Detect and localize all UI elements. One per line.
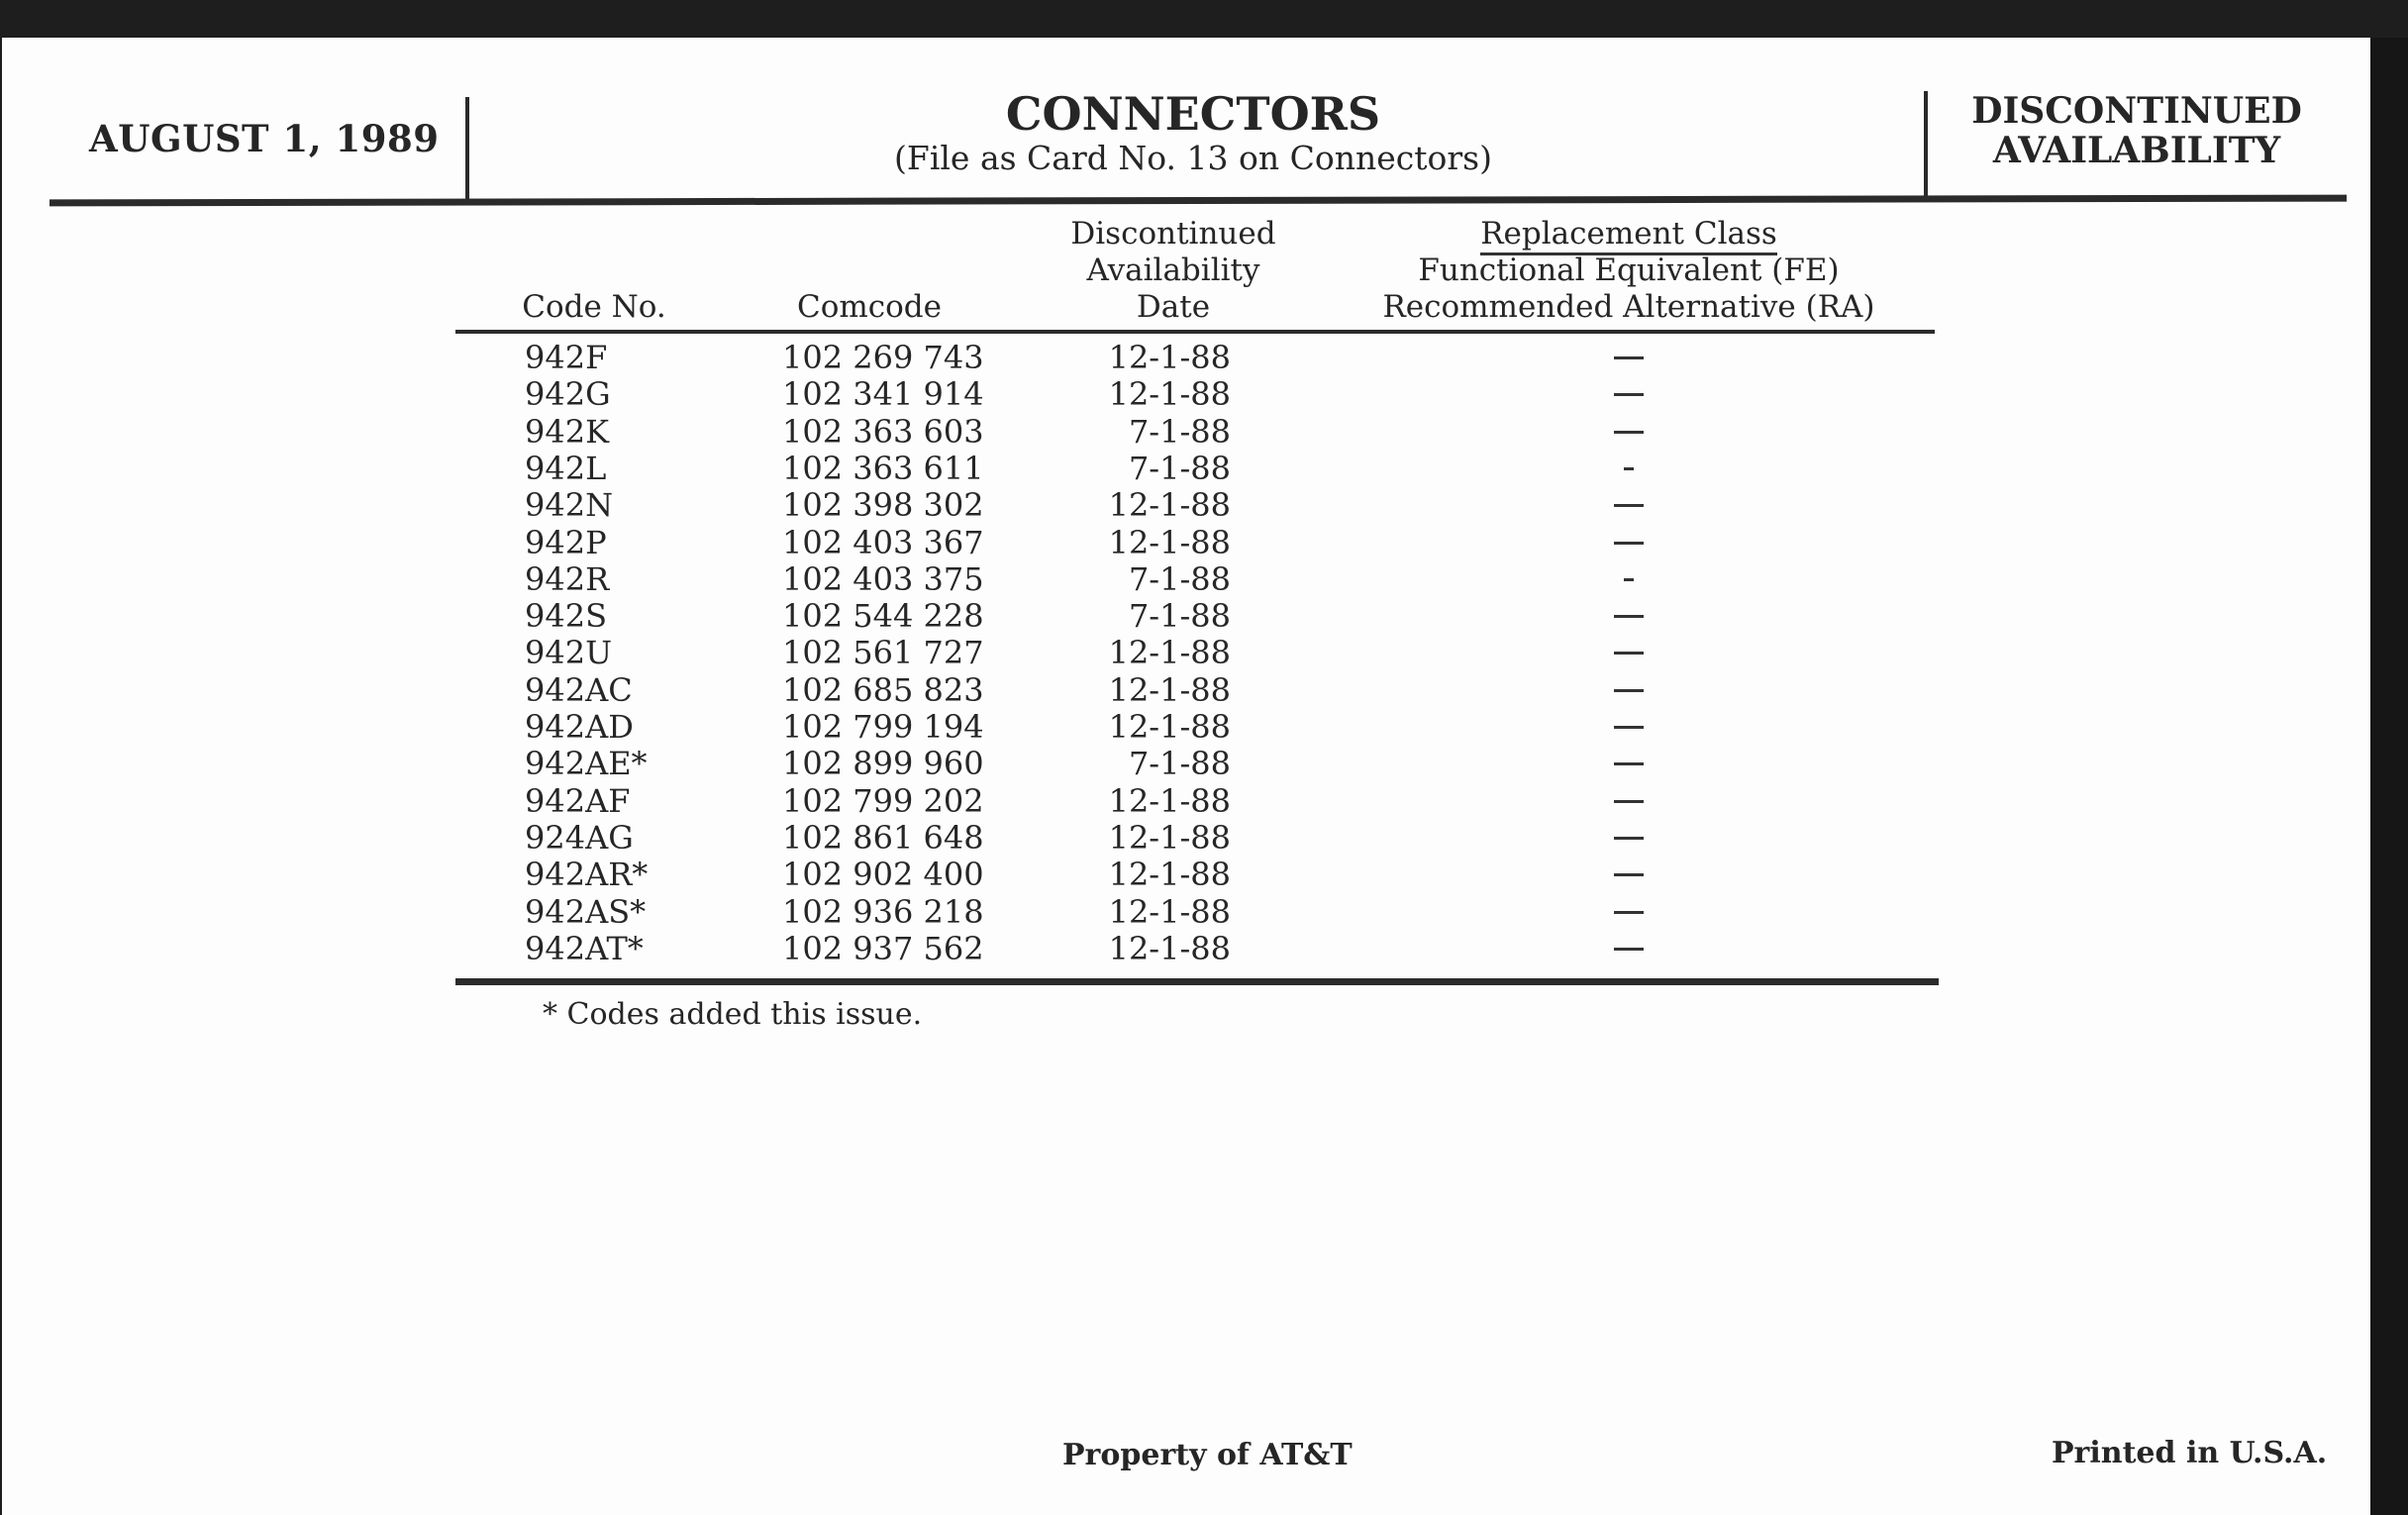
dash-mark [1614, 431, 1644, 434]
replacement-cell [1584, 931, 1673, 967]
code-cell: 942L [525, 449, 607, 487]
scan-edge [2370, 38, 2408, 1515]
comcode-cell: 102 937 562 [782, 929, 984, 967]
comcode-cell: 102 799 194 [782, 708, 984, 746]
dash-mark [1614, 542, 1644, 545]
header-divider-left [465, 97, 469, 204]
dash-mark [1614, 726, 1644, 729]
date-cell: 12-1-88 [1108, 339, 1231, 376]
date-cell: 7-1-88 [1128, 745, 1231, 783]
replacement-cell [1584, 525, 1673, 561]
comcode-cell: 102 398 302 [782, 486, 984, 525]
code-cell: 942S [525, 597, 607, 636]
dash-mark [1614, 800, 1644, 803]
dash-mark [1614, 911, 1644, 914]
date-cell: 7-1-88 [1128, 449, 1231, 487]
comcode-cell: 102 403 367 [782, 523, 984, 561]
date-cell: 12-1-88 [1108, 856, 1231, 894]
dash-mark [1624, 578, 1634, 581]
replacement-cell [1584, 340, 1673, 376]
replacement-header-line-2: Functional Equivalent (FE) [1418, 252, 1840, 288]
comcode-cell: 102 544 228 [782, 597, 984, 636]
date-cell: 12-1-88 [1108, 486, 1231, 525]
dash-mark [1614, 356, 1644, 359]
code-cell: 942AF [525, 781, 631, 820]
table-row [0, 672, 1980, 709]
code-cell: 924AG [525, 818, 634, 857]
replacement-cell [1584, 414, 1673, 451]
date-cell: 12-1-88 [1108, 708, 1231, 746]
column-header-date [1025, 216, 1322, 326]
table-row [0, 931, 1980, 967]
date-cell: 12-1-88 [1108, 929, 1231, 967]
code-cell: 942F [525, 339, 608, 376]
table-row [0, 487, 1980, 524]
table-row [0, 635, 1980, 671]
code-cell: 942AT* [525, 929, 644, 967]
code-cell: 942R [525, 559, 610, 598]
dash-mark [1614, 615, 1644, 618]
issue-date: AUGUST 1, 1989 [89, 117, 440, 160]
code-cell: 942AD [525, 708, 634, 746]
code-cell: 942U [525, 634, 613, 672]
comcode-cell: 102 799 202 [782, 781, 984, 820]
dash-mark [1614, 652, 1644, 655]
code-cell: 942P [525, 523, 607, 561]
status-line-2: AVAILABILITY [1992, 130, 2281, 171]
replacement-header-line-1 [1366, 216, 1891, 252]
table-row [0, 894, 1980, 931]
code-cell: 942AC [525, 670, 633, 709]
replacement-cell [1584, 894, 1673, 931]
replacement-cell [1584, 672, 1673, 709]
date-cell: 7-1-88 [1128, 597, 1231, 636]
dash-mark [1614, 689, 1644, 692]
replacement-cell [1584, 746, 1673, 782]
table-row [0, 340, 1980, 376]
dash-mark [1614, 837, 1644, 840]
table-row [0, 746, 1980, 782]
table-row [0, 525, 1980, 561]
comcode-cell: 102 341 914 [782, 375, 984, 414]
date-cell: 7-1-88 [1128, 412, 1231, 451]
replacement-cell [1584, 598, 1673, 635]
replacement-cell [1584, 487, 1673, 524]
code-cell: 942AS* [525, 892, 647, 931]
dash-mark [1614, 948, 1644, 951]
dash-mark [1614, 762, 1644, 765]
date-cell: 12-1-88 [1108, 375, 1231, 414]
code-cell: 942K [525, 412, 609, 451]
date-header-line-2: Availability [1086, 252, 1260, 288]
dash-mark [1624, 467, 1634, 470]
column-header-comcode: Comcode [797, 289, 942, 325]
replacement-cell [1584, 783, 1673, 820]
table-row [0, 709, 1980, 746]
replacement-cell [1584, 820, 1673, 857]
replacement-cell [1584, 635, 1673, 671]
code-cell: 942G [525, 375, 611, 414]
header-divider-right [1924, 91, 1928, 198]
table-bottom-rule [455, 978, 1939, 985]
replacement-cell [1584, 561, 1673, 598]
date-cell: 12-1-88 [1108, 892, 1231, 931]
comcode-cell: 102 363 603 [782, 412, 984, 451]
comcode-cell: 102 899 960 [782, 745, 984, 783]
status-label [1958, 91, 2315, 170]
date-cell: 7-1-88 [1128, 559, 1231, 598]
comcode-cell: 102 561 727 [782, 634, 984, 672]
table-row [0, 820, 1980, 857]
comcode-cell: 102 861 648 [782, 818, 984, 857]
comcode-cell: 102 363 611 [782, 449, 984, 487]
dash-mark [1614, 504, 1644, 507]
table-row [0, 561, 1980, 598]
table-row [0, 451, 1980, 487]
date-header-line-1: Discontinued [1070, 216, 1276, 252]
comcode-cell: 102 936 218 [782, 892, 984, 931]
table-row [0, 598, 1980, 635]
replacement-class-label: Replacement Class [1480, 216, 1777, 255]
date-cell: 12-1-88 [1108, 818, 1231, 857]
table-row [0, 857, 1980, 893]
date-cell: 12-1-88 [1108, 670, 1231, 709]
code-cell: 942AR* [525, 856, 649, 894]
footer-printed: Printed in U.S.A. [2052, 1436, 2328, 1470]
code-cell: 942N [525, 486, 614, 525]
footer-property: Property of AT&T [1062, 1438, 1353, 1472]
status-line-1: DISCONTINUED [1971, 90, 2302, 132]
table-header-rule [455, 330, 1935, 334]
table-row [0, 414, 1980, 451]
column-header-code: Code No. [522, 289, 666, 325]
page-title: CONNECTORS [1005, 87, 1381, 141]
table-row [0, 783, 1980, 820]
footnote: * Codes added this issue. [543, 997, 923, 1032]
comcode-cell: 102 269 743 [782, 339, 984, 376]
replacement-cell [1584, 857, 1673, 893]
replacement-header-line-3: Recommended Alternative (RA) [1382, 289, 1875, 325]
dash-mark [1614, 393, 1644, 396]
code-cell: 942AE* [525, 745, 648, 783]
replacement-cell [1584, 376, 1673, 413]
date-cell: 12-1-88 [1108, 523, 1231, 561]
comcode-cell: 102 403 375 [782, 559, 984, 598]
date-header-line-3: Date [1136, 289, 1211, 325]
replacement-cell [1584, 451, 1673, 487]
replacement-cell [1584, 709, 1673, 746]
comcode-cell: 102 685 823 [782, 670, 984, 709]
table-row [0, 376, 1980, 413]
comcode-cell: 102 902 400 [782, 856, 984, 894]
dash-mark [1614, 873, 1644, 876]
column-header-replacement [1366, 216, 1891, 326]
page-subtitle: (File as Card No. 13 on Connectors) [894, 139, 1492, 177]
date-cell: 12-1-88 [1108, 634, 1231, 672]
date-cell: 12-1-88 [1108, 781, 1231, 820]
